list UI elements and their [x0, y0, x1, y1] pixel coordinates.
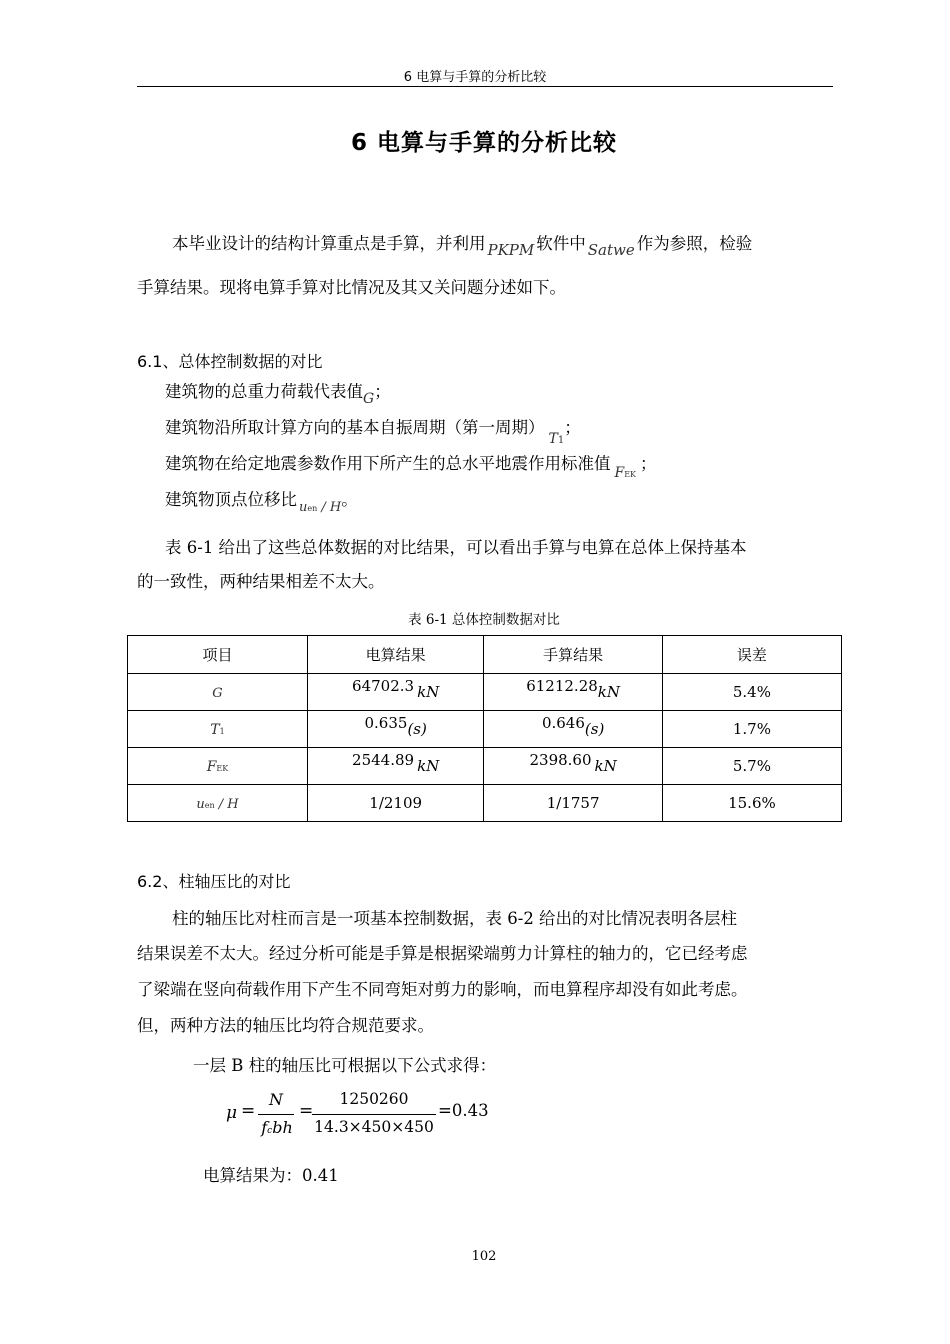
- item-symbol: G: [212, 686, 223, 701]
- item-text: 建筑物顶点位移比: [165, 490, 297, 509]
- comparison-table: [127, 635, 842, 822]
- symbol-letter: u: [196, 797, 205, 812]
- symbol-sub: en: [204, 801, 215, 810]
- formula-eq-2: =: [299, 1101, 314, 1121]
- item-text: 建筑物的总重力荷载代表值: [165, 382, 363, 401]
- den-bh: bh: [272, 1118, 293, 1137]
- formula-fraction-line-1: [258, 1114, 294, 1115]
- symbol-t1: [545, 431, 565, 447]
- formula-mu: μ: [226, 1103, 238, 1123]
- item-tail: ；: [374, 382, 391, 401]
- formula-result: =0.43: [438, 1101, 489, 1120]
- hand-value: 61212.28: [526, 677, 598, 695]
- cell-error: 15.6%: [662, 785, 841, 822]
- section2-line-2: 结果误差不太大。经过分析可能是手算是根据梁端剪力计算柱的轴力的，它已经考虑: [137, 944, 748, 963]
- item-text: 建筑物沿所取计算方向的基本自振周期（第一周期）: [165, 418, 545, 437]
- computer-unit: kN: [417, 683, 440, 701]
- table-header-row: [128, 636, 842, 674]
- section2-line-3: 了梁端在竖向荷载作用下产生不同弯矩对剪力的影响，而电算程序却没有如此考虑。: [137, 980, 748, 999]
- item-text: 建筑物在给定地震参数作用下所产生的总水平地震作用标准值: [165, 454, 611, 473]
- symbol-sub: EK: [216, 764, 229, 773]
- cell-computer: 1/2109: [307, 785, 483, 822]
- item-gravity-load: [165, 378, 391, 407]
- computer-unit: (s): [407, 720, 427, 738]
- symbol-uen-h: [297, 500, 341, 515]
- symbol-letter: u: [299, 500, 308, 515]
- chapter-title: 6 电算与手算的分析比较: [350, 130, 617, 156]
- formula-intro: 一层 B 柱的轴压比可根据以下公式求得：: [193, 1056, 497, 1075]
- table-row: [128, 674, 842, 711]
- section1-para-line-1: 表 6-1 给出了这些总体数据的对比结果，可以看出手算与电算在总体上保持基本: [165, 538, 747, 557]
- section2-line-1: 柱的轴压比对柱而言是一项基本控制数据，表 6-2 给出的对比情况表明各层柱: [172, 909, 738, 928]
- hand-unit: (s): [584, 720, 605, 738]
- cell-computer: [307, 711, 483, 748]
- computer-value: 64702.3: [352, 677, 415, 695]
- intro-line-2: 手算结果。现将电算手算对比情况及其又关问题分述如下。: [137, 278, 566, 297]
- running-header: 6 电算与手算的分析比较: [403, 70, 547, 85]
- formula-den-1: [256, 1118, 298, 1137]
- cell-error: 5.4%: [662, 674, 841, 711]
- symbol-g: G: [363, 391, 375, 407]
- cell-item: [128, 748, 308, 785]
- table-row: [128, 785, 842, 822]
- computer-unit: kN: [417, 757, 440, 775]
- cell-computer: [307, 748, 483, 785]
- computer-value: 0.635: [364, 714, 408, 732]
- formula-num-2: 1250260: [339, 1090, 409, 1108]
- formula-den-2: 14.3×450×450: [314, 1118, 434, 1136]
- item-period: [165, 414, 581, 447]
- symbol-sub: 1: [557, 435, 565, 446]
- item-tail: ；: [564, 418, 581, 437]
- cell-hand: [484, 711, 662, 748]
- computer-result-line: 电算结果为：0.41: [203, 1166, 339, 1185]
- section2-line-4: 但，两种方法的轴压比均符合规范要求。: [137, 1016, 434, 1035]
- cell-error: 5.7%: [662, 748, 841, 785]
- section-heading-6-2: 6.2、柱轴压比的对比: [137, 872, 291, 891]
- intro-text-c: 作为参照，检验: [636, 234, 753, 253]
- item-symbol: [207, 759, 229, 775]
- den-sub-c: c: [267, 1126, 273, 1136]
- cell-computer: [307, 674, 483, 711]
- header-computer: 电算结果: [307, 636, 483, 674]
- cell-hand: 1/1757: [484, 785, 662, 822]
- hand-unit: kN: [597, 683, 621, 701]
- hand-unit: kN: [594, 757, 617, 775]
- table-caption: 表 6-1 总体控制数据对比: [408, 612, 560, 628]
- section-heading-6-1: 6.1、总体控制数据的对比: [137, 352, 323, 371]
- table-row: [128, 748, 842, 785]
- item-seismic-force: [165, 450, 657, 481]
- item-symbol: [196, 797, 238, 812]
- cell-item: [128, 711, 308, 748]
- symbol-sub: 1: [219, 727, 225, 736]
- symbol-letter: F: [206, 759, 217, 775]
- formula-num-1: N: [269, 1090, 283, 1109]
- symbol-over-h: / H: [321, 500, 342, 515]
- hand-value: 2398.60: [529, 751, 592, 769]
- item-tail: 。: [341, 490, 358, 509]
- page-number: 102: [471, 1249, 497, 1264]
- symbol-sub: en: [307, 504, 318, 513]
- satwe-term: Satwe: [587, 241, 635, 259]
- den-f: f: [261, 1118, 268, 1137]
- section1-para-line-2: 的一致性，两种结果相差不太大。: [137, 572, 385, 591]
- table-row: [128, 711, 842, 748]
- symbol-fek: [611, 465, 641, 481]
- item-symbol: [210, 722, 224, 738]
- item-tail: ；: [640, 454, 657, 473]
- pkpm-term: PKPM: [487, 241, 535, 259]
- intro-text-b: 软件中: [536, 234, 586, 253]
- symbol-sub: EK: [624, 470, 637, 479]
- header-item: 项目: [128, 636, 308, 674]
- formula-eq-1: =: [241, 1101, 256, 1121]
- symbol-over-h: / H: [214, 797, 239, 812]
- hand-value: 0.646: [541, 714, 585, 732]
- cell-hand: [484, 674, 662, 711]
- symbol-letter: T: [548, 431, 558, 447]
- symbol-letter: T: [210, 722, 220, 738]
- header-rule: [137, 86, 833, 87]
- cell-item: [128, 785, 308, 822]
- header-hand: 手算结果: [484, 636, 662, 674]
- cell-error: 1.7%: [662, 711, 841, 748]
- header-error: 误差: [662, 636, 841, 674]
- formula-fraction-line-2: [312, 1114, 436, 1115]
- cell-hand: [484, 748, 662, 785]
- cell-item: [128, 674, 308, 711]
- item-displacement: [165, 486, 358, 515]
- computer-value: 2544.89: [352, 751, 415, 769]
- intro-line-1: [172, 230, 753, 259]
- intro-text-a: 本毕业设计的结构计算重点是手算，并利用: [172, 234, 486, 253]
- symbol-letter: F: [614, 465, 625, 481]
